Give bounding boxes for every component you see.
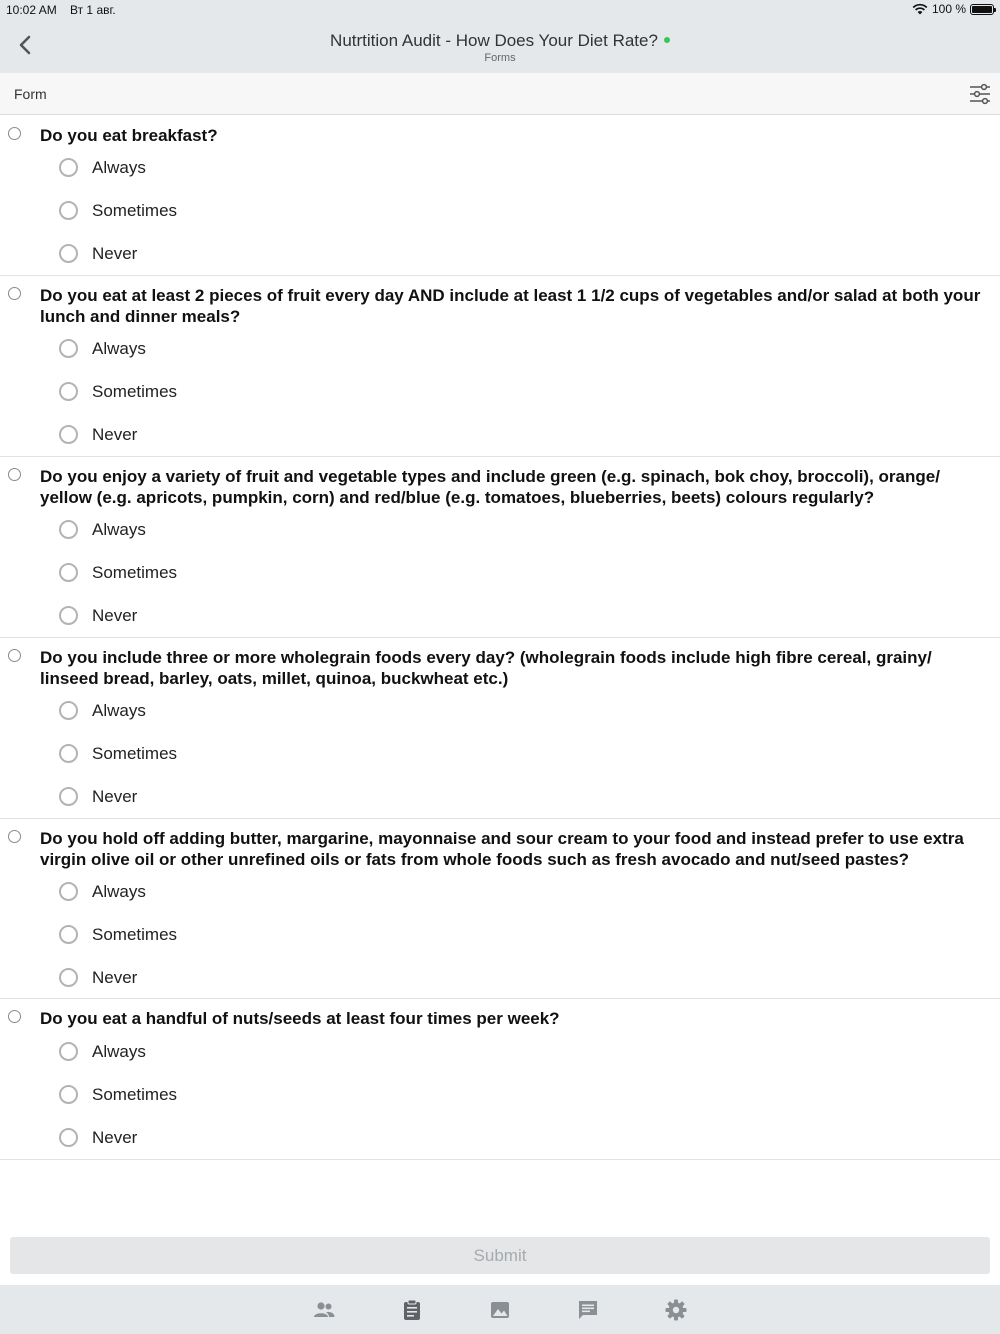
option-radio[interactable]	[59, 882, 78, 901]
question-block	[0, 819, 1000, 999]
option-label: Always	[92, 701, 146, 720]
online-status-dot	[664, 37, 670, 43]
status-right	[912, 2, 994, 16]
status-time: 10:02 AM	[6, 3, 57, 17]
option-label: Sometimes	[92, 1085, 178, 1104]
question-radio[interactable]	[8, 649, 21, 662]
option-radio[interactable]	[59, 158, 78, 177]
option-always[interactable]	[58, 517, 358, 543]
option-sometimes[interactable]	[58, 1082, 358, 1108]
option-radio[interactable]	[59, 701, 78, 720]
option-label: Always	[92, 339, 146, 358]
option-label: Sometimes	[92, 382, 178, 401]
option-always[interactable]	[58, 1039, 358, 1065]
option-sometimes[interactable]	[58, 922, 358, 948]
option-sometimes[interactable]	[58, 198, 358, 224]
option-radio[interactable]	[59, 244, 78, 263]
option-never[interactable]	[58, 422, 358, 448]
submit-button[interactable]: Submit	[10, 1237, 990, 1274]
question-radio[interactable]	[8, 468, 21, 481]
option-label: Never	[92, 787, 138, 806]
question-radio[interactable]	[8, 127, 21, 140]
bottom-tab-bar	[0, 1285, 1000, 1334]
form-bar	[0, 73, 1000, 115]
option-sometimes[interactable]	[58, 560, 358, 586]
option-always[interactable]	[58, 155, 358, 181]
option-label: Always	[92, 158, 146, 177]
battery-icon	[970, 4, 994, 15]
option-radio[interactable]	[59, 520, 78, 539]
question-block	[0, 276, 1000, 457]
option-sometimes[interactable]	[58, 379, 358, 405]
option-sometimes[interactable]	[58, 741, 358, 767]
question-text: Do you include three or more wholegrain foods every day? (wholegrain foods include high fibre cereal, grainy/ linseed bread, barley, oats, millet, quinoa, buckwheat etc.)	[40, 648, 932, 688]
option-label: Never	[92, 425, 138, 444]
question-text: Do you enjoy a variety of fruit and vegetable types and include green (e.g. spinach, bok choy, broccoli), orange/ yellow (e.g. apricots, pumpkin, corn) and red/blue (e.g. tomatoes, blueberries, beets) colours regularly?	[40, 467, 940, 507]
option-radio[interactable]	[59, 744, 78, 763]
question-radio[interactable]	[8, 830, 21, 843]
clipboard-icon[interactable]	[400, 1298, 424, 1322]
option-always[interactable]	[58, 698, 358, 724]
option-label: Sometimes	[92, 925, 178, 944]
status-date: Вт 1 авг.	[70, 3, 116, 17]
option-label: Never	[92, 1128, 138, 1147]
option-radio[interactable]	[59, 787, 78, 806]
filter-settings-icon[interactable]	[969, 83, 991, 105]
form-label: Form	[14, 86, 47, 102]
question-text: Do you eat breakfast?	[40, 126, 218, 145]
question-text: Do you eat at least 2 pieces of fruit every day AND include at least 1 1/2 cups of vegetables and/or salad at both your lunch and dinner meals?	[40, 286, 981, 326]
option-radio[interactable]	[59, 339, 78, 358]
question-block	[0, 999, 1000, 1160]
option-never[interactable]	[58, 241, 358, 267]
page-subtitle: Forms	[484, 52, 516, 64]
option-radio[interactable]	[59, 1042, 78, 1061]
option-label: Never	[92, 606, 138, 625]
option-radio[interactable]	[59, 606, 78, 625]
option-label: Never	[92, 968, 138, 987]
option-radio[interactable]	[59, 1128, 78, 1147]
page-title: Nutrtition Audit - How Does Your Diet Rate?	[330, 31, 658, 50]
option-label: Never	[92, 244, 138, 263]
option-never[interactable]	[58, 784, 358, 810]
option-label: Always	[92, 1042, 146, 1061]
option-radio[interactable]	[59, 1085, 78, 1104]
option-never[interactable]	[58, 603, 358, 629]
wifi-icon	[912, 3, 928, 15]
question-radio[interactable]	[8, 1010, 21, 1023]
people-icon[interactable]	[312, 1298, 336, 1322]
option-never[interactable]	[58, 1125, 358, 1151]
option-label: Sometimes	[92, 563, 178, 582]
question-block	[0, 638, 1000, 819]
option-always[interactable]	[58, 879, 358, 905]
question-text: Do you eat a handful of nuts/seeds at least four times per week?	[40, 1009, 560, 1028]
question-text: Do you hold off adding butter, margarine, mayonnaise and sour cream to your food and instead prefer to use extra virgin olive oil or other unrefined oils or fats from whole foods such as fresh avocado and nut/seed pastes?	[40, 829, 964, 869]
option-label: Sometimes	[92, 201, 178, 220]
option-radio[interactable]	[59, 425, 78, 444]
option-never[interactable]	[58, 965, 358, 991]
gear-icon[interactable]	[664, 1298, 688, 1322]
question-radio[interactable]	[8, 287, 21, 300]
option-radio[interactable]	[59, 382, 78, 401]
top-bar	[0, 0, 1000, 74]
option-radio[interactable]	[59, 563, 78, 582]
option-always[interactable]	[58, 336, 358, 362]
battery-text: 100 %	[931, 2, 966, 16]
image-icon[interactable]	[488, 1298, 512, 1322]
option-label: Always	[92, 882, 146, 901]
option-label: Always	[92, 520, 146, 539]
question-block	[0, 116, 1000, 276]
option-radio[interactable]	[59, 201, 78, 220]
header-title-area	[0, 31, 1000, 64]
option-label: Sometimes	[92, 744, 178, 763]
question-block	[0, 457, 1000, 638]
option-radio[interactable]	[59, 925, 78, 944]
option-radio[interactable]	[59, 968, 78, 987]
chat-icon[interactable]	[576, 1298, 600, 1322]
